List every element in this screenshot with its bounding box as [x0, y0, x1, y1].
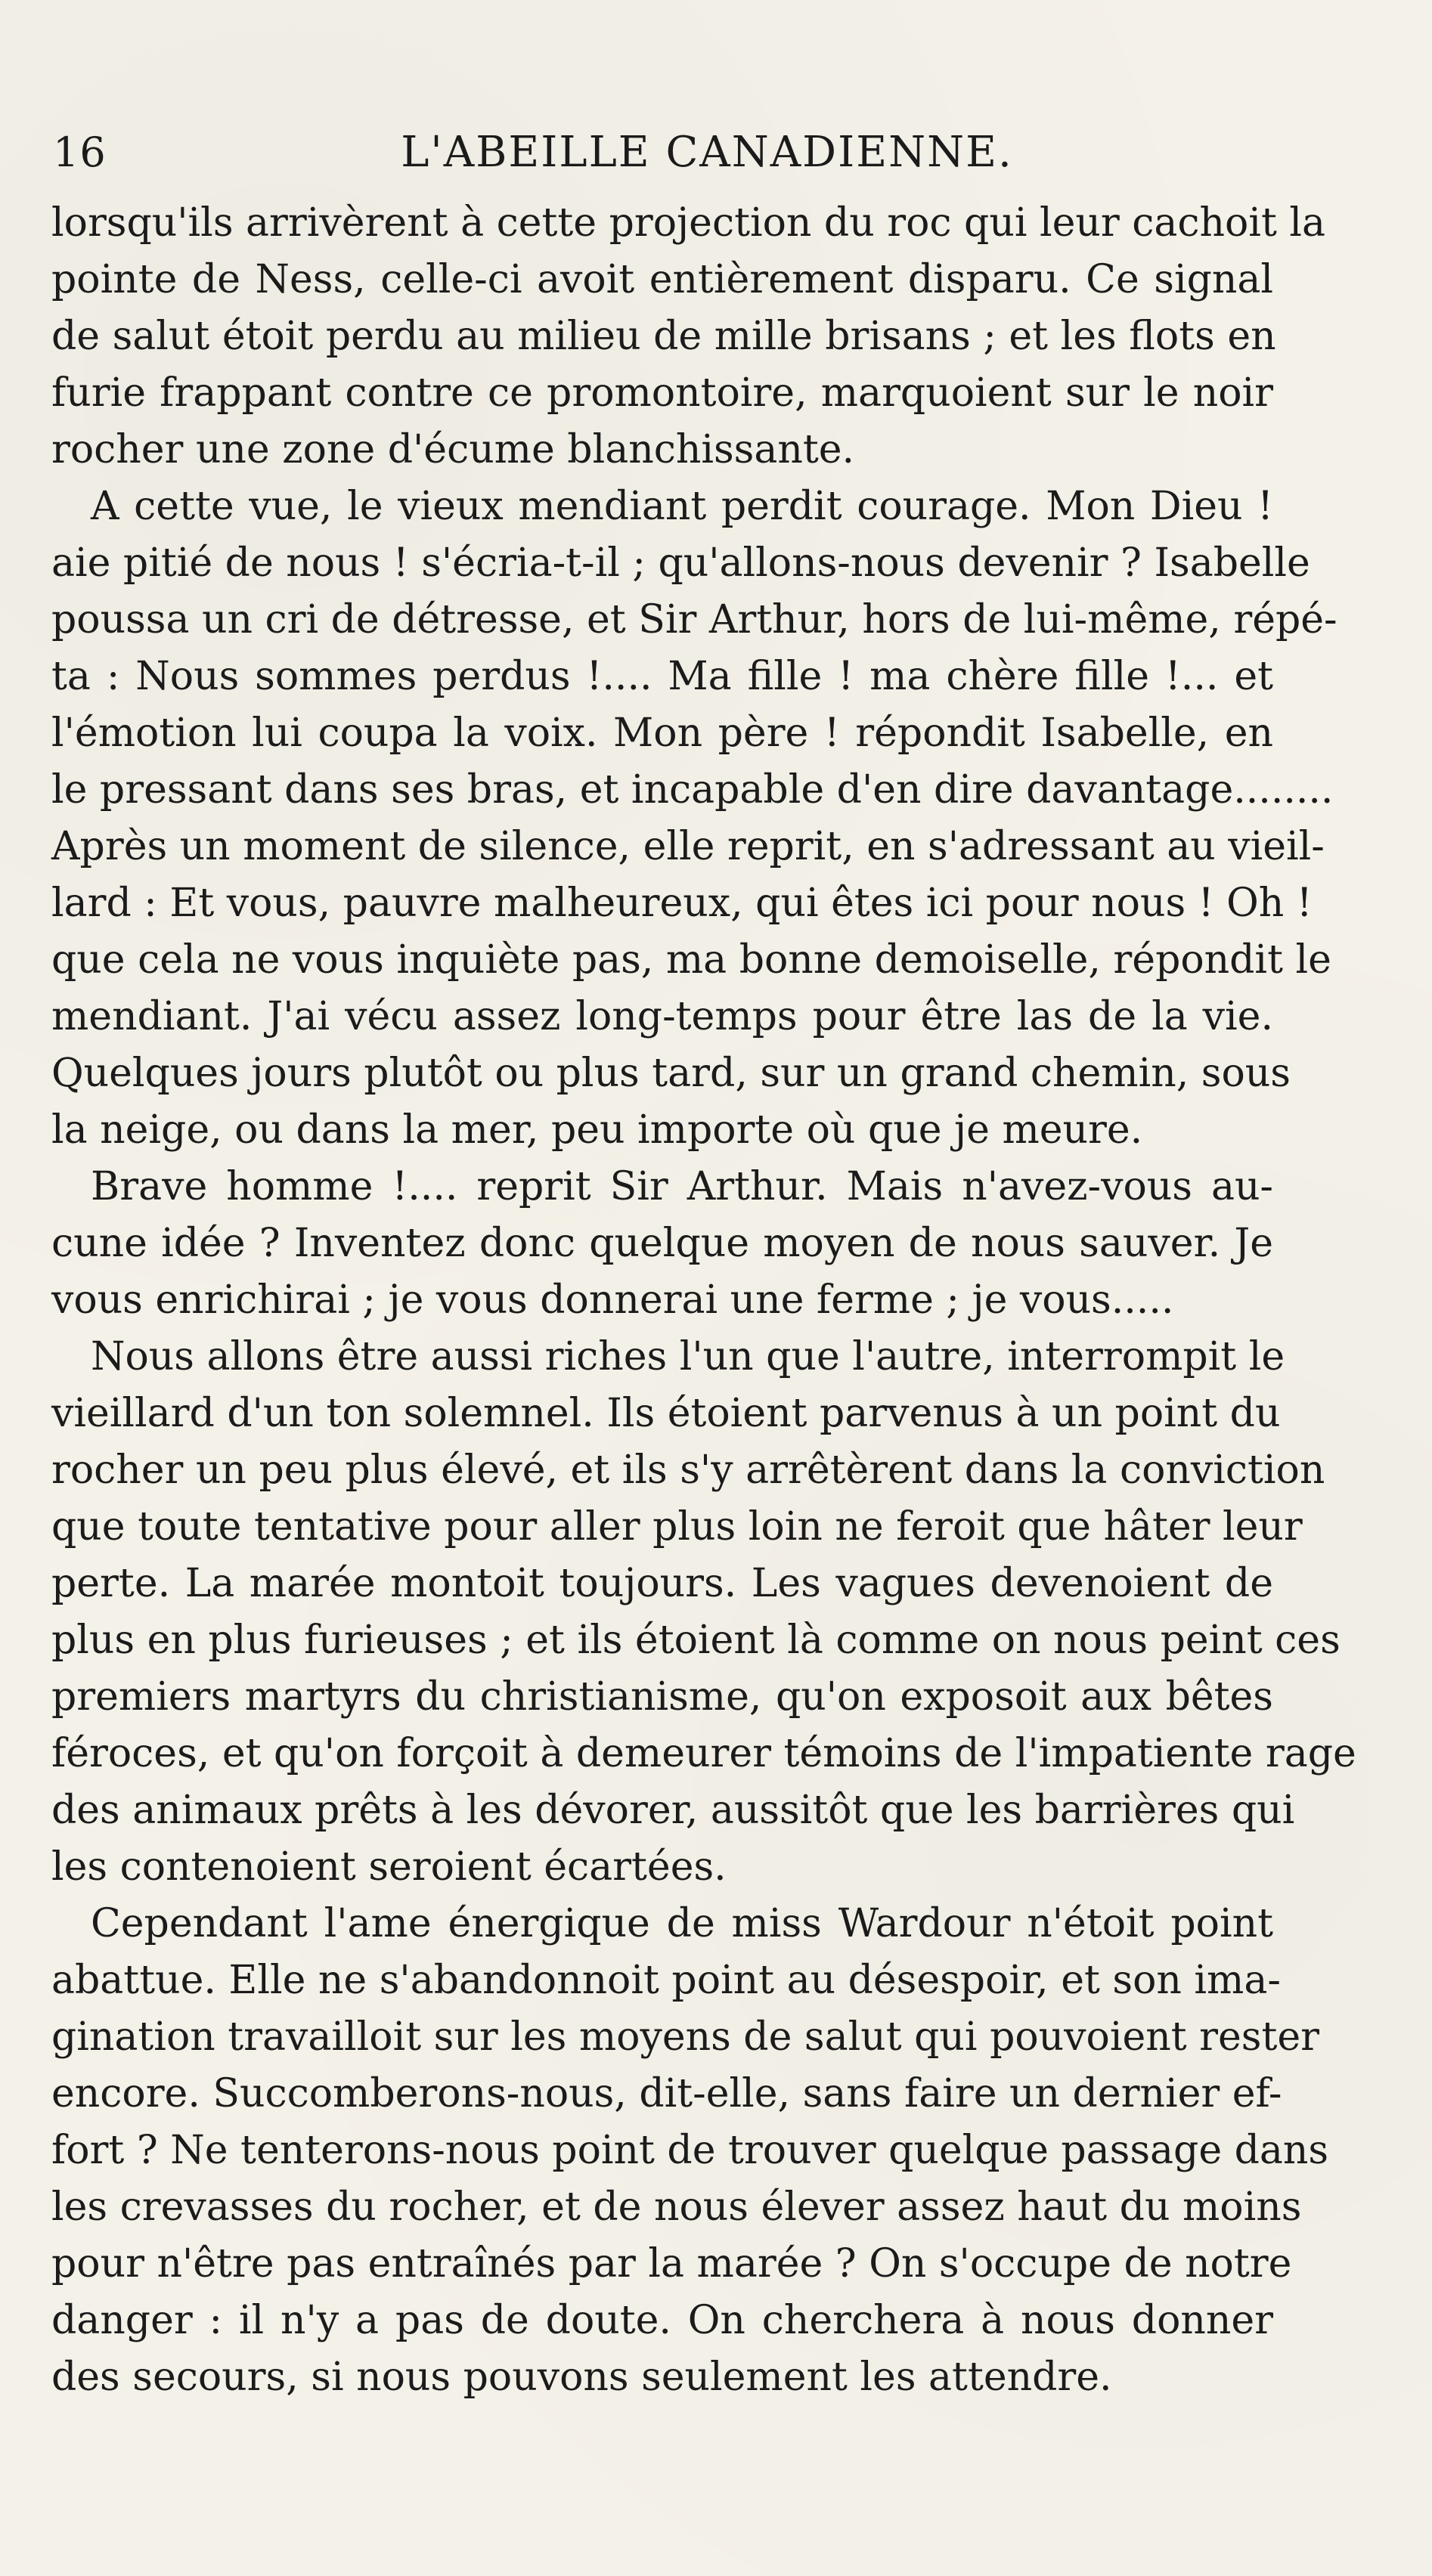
text-line: Quelques jours plutôt ou plus tard, sur un grand chemin, sous [51, 1051, 1291, 1096]
text-line: la neige, ou dans la mer, peu importe où que je meure. [51, 1107, 1143, 1153]
text-line: le pressant dans ses bras, et incapable d'en dire davantage........ [51, 767, 1334, 813]
text-line: abattue. Elle ne s'abandonnoit point au désespoir, et son ima- [51, 1958, 1281, 2003]
text-line: des secours, si nous pouvons seulement les attendre. [51, 2355, 1112, 2400]
text-line: lard : Et vous, pauvre malheureux, qui êtes ici pour nous ! Oh ! [51, 881, 1313, 926]
text-line: les contenoient seroient écartées. [51, 1844, 727, 1890]
text-line: vous enrichirai ; je vous donnerai une ferme ; je vous..... [51, 1277, 1174, 1323]
body-text [51, 195, 1356, 2406]
text-line: mendiant. J'ai vécu assez long-temps pour être las de la vie. [51, 994, 1273, 1039]
text-line: l'émotion lui coupa la voix. Mon père ! répondit Isabelle, en [51, 711, 1273, 756]
text-line: fort ? Ne tenterons-nous point de trouver quelque passage dans [51, 2128, 1329, 2173]
text-line: poussa un cri de détresse, et Sir Arthur, hors de lui-même, répé- [51, 597, 1337, 642]
text-line: de salut étoit perdu au milieu de mille brisans ; et les flots en [51, 314, 1276, 359]
page-number: 16 [53, 128, 107, 176]
text-line: des animaux prêts à les dévorer, aussitôt que les barrières qui [51, 1788, 1295, 1833]
text-line: premiers martyrs du christianisme, qu'on exposoit aux bêtes [51, 1674, 1273, 1720]
text-line: encore. Succomberons-nous, dit-elle, sans faire un dernier ef- [51, 2071, 1282, 2116]
text-line: aie pitié de nous ! s'écria-t-il ; qu'allons-nous devenir ? Isabelle [51, 540, 1310, 586]
text-line: furie frappant contre ce promontoire, marquoient sur le noir [51, 370, 1273, 416]
text-line: pour n'être pas entraînés par la marée ? On s'occupe de notre [51, 2241, 1292, 2287]
text-line: lorsqu'ils arrivèrent à cette projection du roc qui leur cachoit la [51, 200, 1325, 246]
text-line: ta : Nous sommes perdus !.... Ma fille ! ma chère fille !... et [51, 654, 1273, 699]
text-line: les crevasses du rocher, et de nous élever assez haut du moins [51, 2184, 1302, 2230]
text-line: que toute tentative pour aller plus loin ne feroit que hâter leur [51, 1504, 1303, 1550]
text-line: perte. La marée montoit toujours. Les vagues devenoient de [51, 1561, 1273, 1606]
text-line: féroces, et qu'on forçoit à demeurer témoins de l'impatiente rage [51, 1731, 1356, 1776]
text-line: que cela ne vous inquiète pas, ma bonne demoiselle, répondit le [51, 937, 1331, 983]
text-line: rocher un peu plus élevé, et ils s'y arrêtèrent dans la conviction [51, 1447, 1325, 1493]
text-line: cune idée ? Inventez donc quelque moyen de nous sauver. Je [51, 1221, 1273, 1266]
text-line: Nous allons être aussi riches l'un que l'autre, interrompit le [91, 1334, 1285, 1379]
text-line: Cependant l'ame énergique de miss Wardour n'étoit point [91, 1901, 1273, 1946]
text-line: Brave homme !.... reprit Sir Arthur. Mais n'avez-vous au- [91, 1164, 1273, 1209]
text-line: pointe de Ness, celle-ci avoit entièrement disparu. Ce signal [51, 257, 1273, 302]
text-line: vieillard d'un ton solemnel. Ils étoient parvenus à un point du [51, 1391, 1281, 1436]
text-line: A cette vue, le vieux mendiant perdit courage. Mon Dieu ! [91, 484, 1273, 529]
text-line: Après un moment de silence, elle reprit, en s'adressant au vieil- [51, 824, 1325, 869]
text-line: gination travailloit sur les moyens de salut qui pouvoient rester [51, 2014, 1319, 2060]
running-title: L'ABEILLE CANADIENNE. [401, 128, 1013, 177]
text-line: plus en plus furieuses ; et ils étoient là comme on nous peint ces [51, 1618, 1341, 1663]
text-line: danger : il n'y a pas de doute. On cherchera à nous donner [51, 2298, 1273, 2343]
page-header [53, 122, 1278, 183]
text-line: rocher une zone d'écume blanchissante. [51, 427, 855, 472]
